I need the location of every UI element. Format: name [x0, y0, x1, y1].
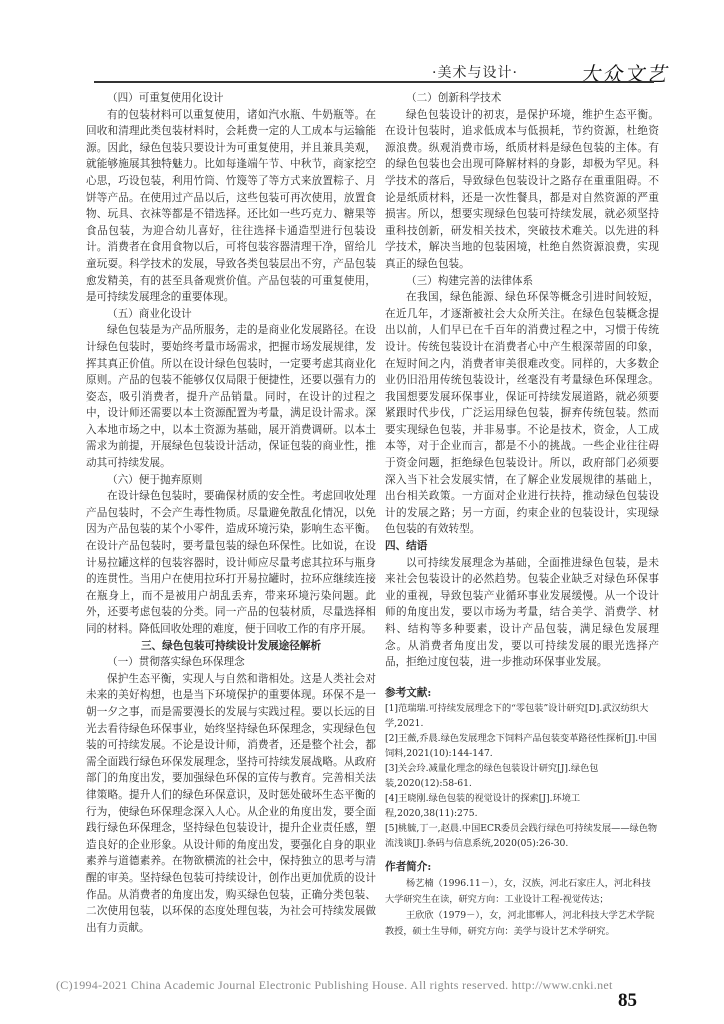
header-rule	[94, 81, 654, 83]
paragraph: 在设计绿色包装时，要确保材质的安全性。考虑回收处理产品包装时，不会产生毒性物质。尽量避免散乱化情况，以免因为产品包装的某个小零件，造成环境污染，影响生态平衡。在设计产品包装时，要考量包装的绿色环保性。比如说，在设计易拉罐这样的包装容器时，设计师应尽量考虑其拉环与瓶身的连贯性。当用户在使用拉环打开易拉罐时，拉环应继续连接在瓶身上，而不是被用户胡乱丢弃，带来环境污染问题。此外，还要考虑包装的分类。同一产品的包装材质，尽量选择相同的材料。降低回收处理的难度，便于回收工作的有序开展。	[86, 490, 376, 635]
paragraph: 有的包装材料可以重复使用，诸如汽水瓶、牛奶瓶等。在回收和清理此类包装材料时，会耗费一定的人工成本与运输能源。因此，绿色包装只要设计为可重复使用，并且兼具美观，就能够施展其独特魅力。比如每逢端午节、中秋节，商家挖空心思，巧设包装，利用竹筒、竹篾等了等方式来放置粽子、月饼等产品。在使用过产品以后，这些包装可再次使用，放置食物、玩具、衣袜等都是不错选择。还比如一些巧克力、糖果等食品包装，为迎合幼儿喜好，往往选择卡通造型进行包装设计。消费者在食用食物以后，可将包装容器清理干净，留给儿童玩耍。科学技术的发展，导致各类包装层出不穷，产品包装愈发精美，有的甚至具备观赏价值。产品包装的可重复使用，是可持续发展理念的重要体现。	[86, 108, 376, 304]
right-column	[385, 90, 659, 940]
reference-item: [2]王薇,乔晨.绿色发展理念下饲料产品包装变革路径性探析[J].中国饲料,2021(10):144-147.	[385, 733, 657, 760]
subsection-heading: （四）可重复使用化设计	[107, 92, 224, 104]
subsection-heading: （三）构建完善的法律体系	[406, 274, 534, 287]
section-title: ·美术与设计·	[432, 65, 518, 81]
section-heading: 三、绿色包装可持续设计发展途径解析	[140, 639, 322, 652]
subsection-heading: （五）商业化设计	[107, 307, 192, 320]
page-number: 85	[618, 990, 637, 1011]
reference-item: [3]关会玲.减量化理念的绿色包装设计研究[J].绿色包装,2020(12):58-61.	[385, 763, 599, 790]
paragraph: 以可持续发展理念为基础，全面推进绿色包装，是未来社会包装设计的必然趋势。包装企业缺乏对绿色环保事业的重视，导致包装产业循环事业发展缓慢。从一个设计师的角度出发，要以市场为考量，结合美学、消费学、材料、结构等多种要素，设计产品包装，满足绿色发展理念。从消费者角度出发，要以可持续发展的眼光选择产品，拒绝过度包装，进一步推动环保事业发展。	[385, 556, 659, 669]
subsection-heading: （二）创新科学技术	[406, 92, 502, 104]
author-bio: 王欣欣（1979－），女，河北邯郸人，河北科技大学艺术学院教授，硕士生导师，研究方向：美学与设计艺术学研究。	[385, 909, 655, 937]
author-bio: 杨艺楠（1996.11－），女，汉族，河北石家庄人，河北科技大学研究生在读，研究方向：工业设计工程-视觉传达；	[385, 877, 651, 905]
paragraph: 保护生态平衡，实现人与自然和谐相处。这是人类社会对未来的美好构想，也是当下环境保护的重要体现。环保不是一朝一夕之事，而是需要漫长的发展与实践过程。要以长远的目光去看待绿色环保事业，始终坚持绿色环保理念，实现绿色包装的可持续发展。不论是设计师，消费者，还是整个社会，都需全面践行绿色环保发展理念，坚持可持续发展战略。从政府部门的角度出发，要加强绿色环保的宣传与教育。完善相关法律策略。提升人们的绿色环保意识，及时惩处破坏生态平衡的行为，使绿色环保理念深入人心。从企业的角度出发，要全面践行绿色环保理念，坚持绿色包装设计，提升企业责任感，塑造良好的企业形象。从设计师的角度出发，要强化自身的职业素养与道德素养。在物欲横流的社会中，保持独立的思考与清醒的审美。坚持绿色包装可持续设计，创作出更加优质的设计作品。从消费者的角度出发，购买绿色包装，正确分类包装、二次使用包装，以环保的态度处理包装，为社会可持续发展做出有力贡献。	[86, 672, 376, 934]
reference-item: [5]桃毓,丁一,赵晨.中国ECR委员会践行绿色可持续发展——绿色物流浅谈[J].条码与信息系统,2020(05):26-30.	[385, 823, 658, 850]
subsection-heading: （一）贯彻落实绿色环保理念	[107, 656, 245, 669]
paragraph: 在我国，绿色能源、绿色环保等概念引进时间较短，在近几年，才逐渐被社会大众所关注。在绿色包装概念提出以前，人们早已在千百年的消费过程之中，习惯于传统设计。传统包装设计在消费者心中产生根深蒂固的印象，在短时间之内，消费者审美很难改变。同样的，大多数企业仍旧沿用传统包装设计，丝毫没有考量绿色环保理念。我国想要发展环保事业，保证可持续发展道路，就必须要紧跟时代步伐，广泛运用绿色包装，摒弃传统包装。然而要实现绿色包装，并非易事。不论是技术，资金，人工成本等，对于企业而言，都是不小的挑战。一些企业往往碍于资金问题，拒绝绿色包装设计。所以，政府部门必须要深入当下社会发展实情，在了解企业发展规律的基础上，出台相关政策。一方面对企业进行扶持，推动绿色包装设计的发展之路；另一方面，约束企业的包装设计，实现绿色包装的有效转型。	[385, 291, 659, 536]
page-header	[0, 44, 724, 84]
authors-title: 作者简介:	[385, 861, 432, 874]
paragraph: 绿色包装是为产品所服务，走的是商业化发展路径。在设计绿色包装时，要始终考量市场需求，把握市场发展规律，发挥其真正价值。所以在设计绿色包装时，一定要考虑其商业化原则。产品的包装不能够仅仅局限于便捷性，还要以强有力的姿态，吸引消费者，提升产品销量。同时，在设计的过程之中，设计师还需要以本土资源配置为考量，满足设计需求。深入本地市场之中，以本土资源为基础，展开消费调研。以本土需求为前提，开展绿色包装设计活动，保证包装的商业性，推动其可持续发展。	[86, 324, 376, 470]
reference-item: [1]范瑞瑞.可持续发展理念下的“零包装”设计研究[D].武汉纺织大学,2021.	[385, 703, 649, 730]
journal-title: 大众文艺	[580, 62, 668, 86]
left-column	[86, 90, 376, 936]
references-title: 参考文献:	[385, 686, 432, 699]
paragraph: 绿色包装设计的初衷，是保护环境，维护生态平衡。在设计包装时，追求低成本与低损耗，节约资源，杜绝资源浪费。纵观消费市场，纸质材料是绿色包装的主体。有的绿色包装也会出现可降解材料的身影，却极为罕见。科学技术的落后，导致绿色包装设计之路存在重重阻碍。不论是纸质材料，还是一次性餐具，都是对自然资源的严重损害。所以，想要实现绿色包装可持续发展，就必须坚持重科技创新，研发相关技术，突破技术难关。以先进的科学技术，解决当地的包装困境，杜绝自然资源浪费，实现真正的绿色包装。	[385, 108, 659, 270]
section-heading: 四、结语	[385, 540, 428, 553]
reference-item: [4]王晓刚.绿色包装的视觉设计的探索[J].环境工程,2020,38(11):275.	[385, 793, 581, 820]
subsection-heading: （六）便于抛弃原则	[107, 473, 203, 486]
copyright-footer: (C)1994-2021 China Academic Journal Electronic Publishing House. All rights reserved. http://www.cnki.net	[56, 978, 613, 992]
